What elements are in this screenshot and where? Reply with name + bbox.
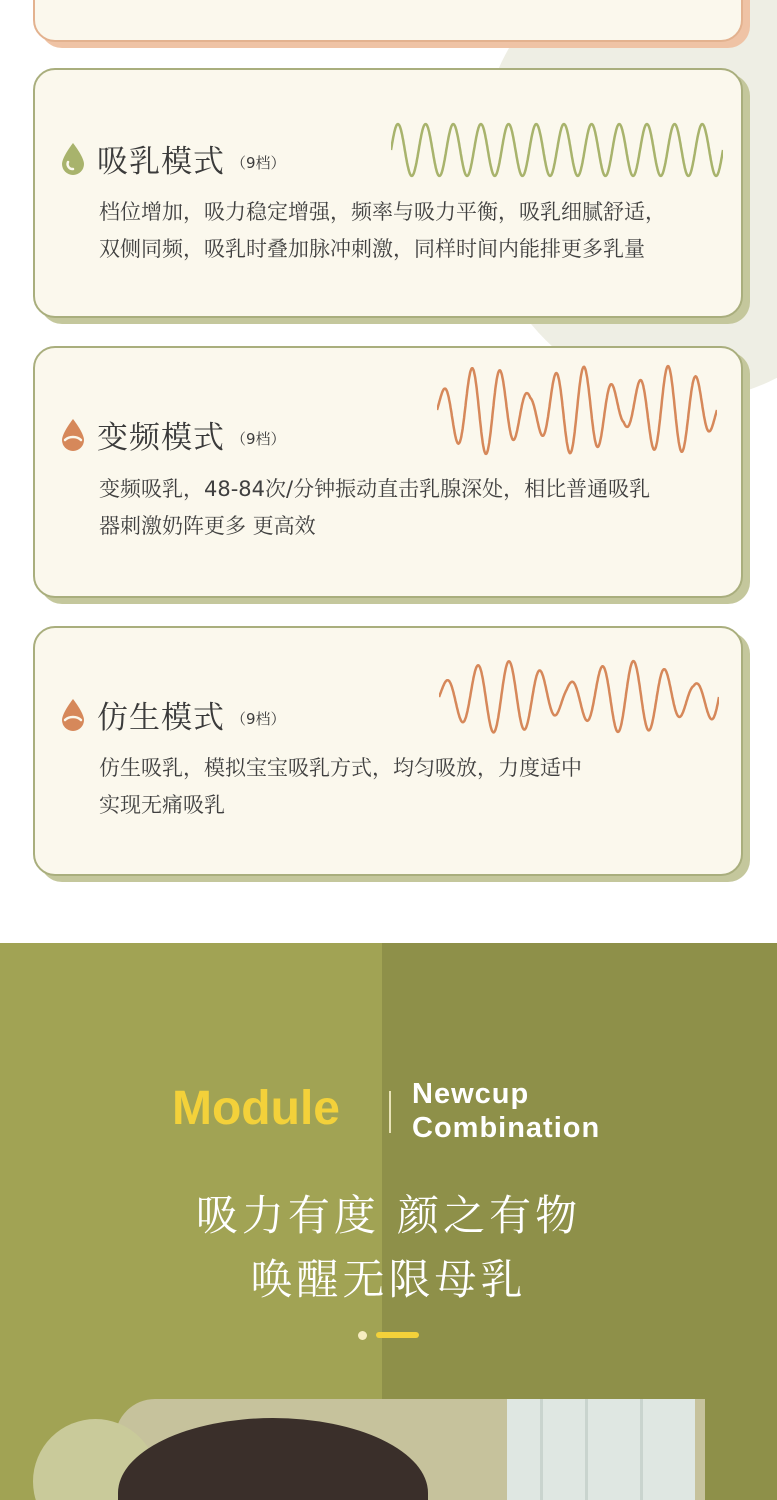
mode-card-suction (33, 68, 743, 318)
mode-description (99, 471, 739, 545)
top-card (33, 0, 743, 42)
subheading-line: Newcup (412, 1078, 530, 1110)
orange-drop-icon (59, 418, 87, 452)
mode-level: （9档） (231, 710, 286, 728)
curtain-fold (585, 1399, 588, 1500)
module-slogan-line2: 唤醒无限母乳 (250, 1255, 527, 1304)
photo-curtain (507, 1399, 695, 1500)
pager-active-dash (376, 1332, 419, 1338)
bionic-wave-icon (439, 658, 719, 736)
description-line: 实现无痛吸乳 (99, 793, 225, 817)
orange-drop-icon (59, 698, 87, 732)
description-line: 仿生吸乳，模拟宝宝吸乳方式，均匀吸放，力度适中 (99, 756, 582, 780)
frequency-wave-icon (437, 364, 717, 456)
mode-title: 变频模式 (97, 420, 225, 456)
module-section (0, 943, 777, 1500)
mode-description (99, 750, 739, 824)
pager-dot (358, 1331, 367, 1340)
description-line: 变频吸乳，48-84次/分钟振动直击乳腺深处，相比普通吸乳 (99, 477, 651, 501)
mode-description (99, 194, 739, 268)
description-line: 双侧同频，吸乳时叠加脉冲刺激，同样时间内能排更多乳量 (99, 237, 645, 261)
mode-header (59, 412, 286, 457)
curtain-fold (640, 1399, 643, 1500)
curtain-fold (540, 1399, 543, 1500)
mode-card-bionic (33, 626, 743, 876)
subheading-line: Combination (412, 1112, 601, 1144)
suction-wave-icon (391, 120, 723, 180)
mode-header (59, 136, 286, 181)
heading-divider (389, 1091, 391, 1133)
mode-card-frequency (33, 346, 743, 598)
mode-title: 仿生模式 (97, 700, 225, 736)
module-subheading (412, 1077, 600, 1145)
description-line: 器刺激奶阵更多 更高效 (99, 514, 316, 538)
mode-level: （9档） (231, 154, 286, 172)
mode-title: 吸乳模式 (97, 144, 225, 180)
module-heading: Module (172, 1082, 340, 1135)
mode-header (59, 692, 286, 737)
description-line: 档位增加，吸力稳定增强，频率与吸力平衡，吸乳细腻舒适， (99, 200, 666, 224)
green-drop-icon (59, 142, 87, 176)
mode-level: （9档） (231, 430, 286, 448)
module-slogan-line1: 吸力有度 颜之有物 (195, 1191, 582, 1240)
